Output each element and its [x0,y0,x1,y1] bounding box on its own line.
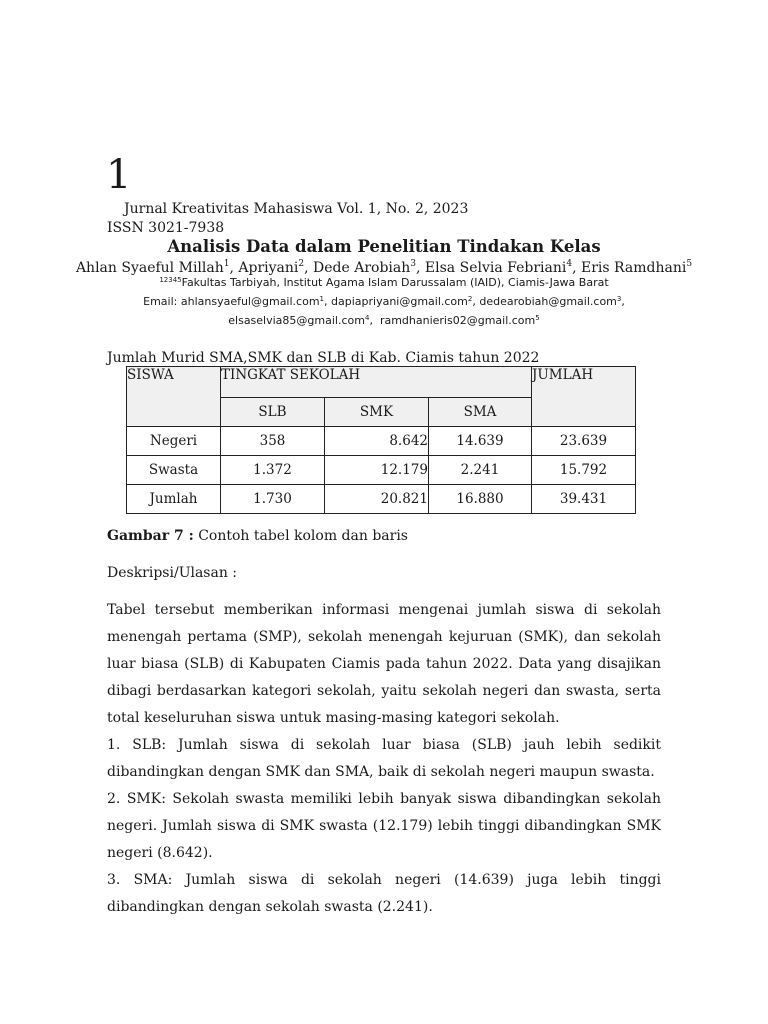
cell-jumlah: 15.792 [532,456,636,485]
header-smk: SMK [325,398,429,427]
email-address[interactable]: dedearobiah@gmail.com [479,295,617,308]
table-row [127,456,636,485]
cell-sma: 14.639 [429,427,532,456]
table-header-row [127,367,636,398]
description-body [107,597,661,921]
paragraph: Tabel tersebut memberikan informasi mengenai jumlah siswa di sekolah menengah pertama (SMP), sekolah menengah kejuruan (SMK), dan sekolah luar biasa (SLB) di Kabupaten Ciamis pada tahun 2022. Data yang disajikan dibagi berdasarkan kategori sekolah, yaitu sekolah negeri dan swasta, serta total keseluruhan siswa untuk masing-masing kategori sekolah. [107,602,661,726]
figure-caption-text: Contoh tabel kolom dan baris [198,528,408,544]
header-tingkat-sekolah: TINGKAT SEKOLAH [221,367,532,398]
email-superscript: 5 [535,314,540,322]
author-name: Apriyani [238,260,299,276]
issn: ISSN 3021-7938 [107,220,225,236]
table-caption: Jumlah Murid SMA,SMK dan SLB di Kab. Ciamis tahun 2022 [107,350,540,366]
author-superscript: 3 [410,259,417,269]
cell-smk: 8.642 [325,427,429,456]
row-label: Negeri [127,427,221,456]
cell-slb: 358 [221,427,325,456]
affiliation-superscript: 12345 [159,276,182,284]
page-number: 1 [106,152,132,198]
cell-jumlah: 39.431 [532,485,636,514]
email-address[interactable]: ramdhanieris02@gmail.com [379,314,536,327]
journal-name: Jurnal Kreativitas Mahasiswa Vol. 1, No. 2, 2023 [124,201,469,217]
cell-slb: 1.372 [221,456,325,485]
email-address[interactable]: ahlansyaeful@gmail.com [180,295,320,308]
cell-slb: 1.730 [221,485,325,514]
student-table [126,366,636,514]
email-line-2: elsaselvia85@gmail.com$^4$, ramdhanieris02@gmail.com$^5$ [228,314,540,327]
cell-sma: 2.241 [429,456,532,485]
row-label: Jumlah [127,485,221,514]
header-jumlah: JUMLAH [532,367,636,427]
paragraph: 1. SLB: Jumlah siswa di sekolah luar biasa (SLB) jauh lebih sedikit dibandingkan dengan SMK dan SMA, baik di sekolah negeri maupun swasta. [107,737,661,780]
email-superscript: 3 [616,295,622,303]
cell-sma: 16.880 [429,485,532,514]
paper-title: Analisis Data dalam Penelitian Tindakan Kelas [167,237,601,256]
author-superscript: 4 [566,259,573,269]
row-label: Swasta [127,456,221,485]
header-slb: SLB [221,398,325,427]
cell-smk: 20.821 [325,485,429,514]
cell-smk: 12.179 [325,456,429,485]
figure-caption [107,527,408,545]
author-superscript: 2 [298,259,305,269]
table-row [127,427,636,456]
author-superscript: 1 [223,259,230,269]
email-address[interactable]: elsaselvia85@gmail.com [228,314,365,327]
cell-jumlah: 23.639 [532,427,636,456]
header-siswa: SISWA [127,367,221,427]
paragraph: 3. SMA: Jumlah siswa di sekolah negeri (14.639) juga lebih tinggi dibandingkan dengan sekolah swasta (2.241). [107,872,661,915]
email-superscript: 1 [319,295,324,303]
author-name: Ahlan Syaeful Millah [75,260,224,276]
table-row [127,485,636,514]
affiliation-text: Fakultas Tarbiyah, Institut Agama Islam Darussalam (IAID), Ciamis-Jawa Barat [181,276,609,289]
email-address[interactable]: dapiapriyani@gmail.com [331,295,468,308]
email-label: Email: [143,295,178,308]
description-label: Deskripsi/Ulasan : [107,565,238,581]
email-superscript: 2 [467,295,473,303]
author-name: Dede Arobiah [313,260,411,276]
figure-label: Gambar 7 : [107,528,194,544]
paragraph: 2. SMK: Sekolah swasta memiliki lebih banyak siswa dibandingkan sekolah negeri. Jumlah siswa di SMK swasta (12.179) lebih tinggi dibandingkan SMK negeri (8.642). [107,791,661,861]
email-superscript: 4 [364,314,370,322]
email-line-1: Email: ahlansyaeful@gmail.com$^1$, dapiapriyani@gmail.com$^2$, dedearobiah@gmail.com$^3$, [143,295,625,308]
affiliation [0,276,768,290]
header-sma: SMA [429,398,532,427]
author-name: Elsa Selvia Febriani [424,260,567,276]
author-superscript: 5 [686,259,693,269]
author-list: Ahlan Syaeful Millah$^1$, Apriyani$^2$, Dede Arobiah$^3$, Elsa Selvia Febriani$^4$, Eris Ramdhani$^5$ [75,259,693,276]
author-name: Eris Ramdhani [580,260,687,276]
